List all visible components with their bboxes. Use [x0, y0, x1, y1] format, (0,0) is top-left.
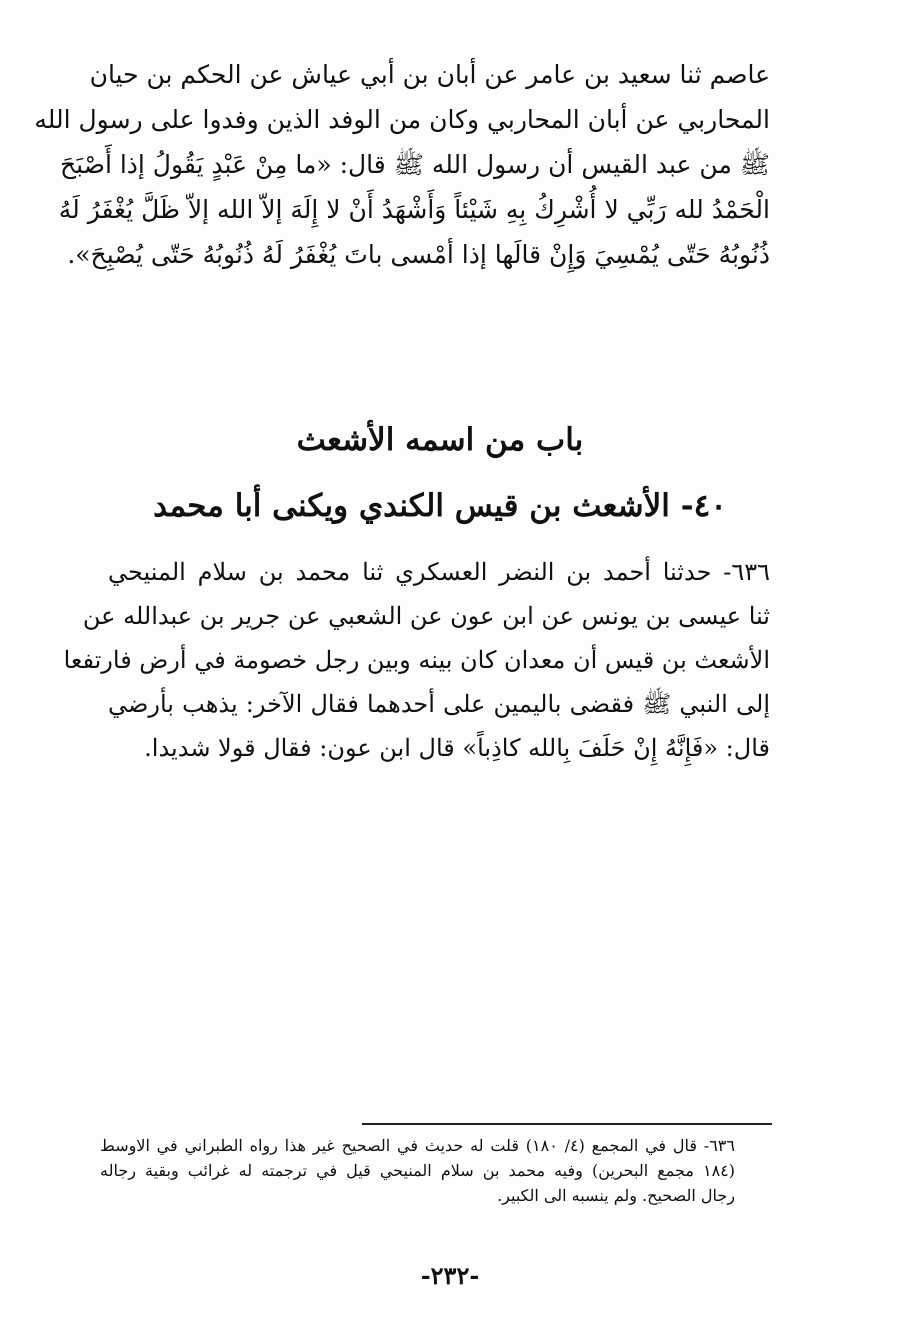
hadith-paragraph: [63, 550, 770, 770]
footnote-line: (١٨٤ مجمع البحرين) وفيه محمد بن سلام المنيحي قيل في ترجمته له غرائب وبقية رجاله: [100, 1161, 735, 1180]
footnote-line: رجال الصحيح. ولم ينسبه الى الكبير.: [497, 1186, 735, 1205]
entry-title: ٤٠- الأشعث بن قيس الكندي ويكنى أبا محمد: [153, 488, 727, 524]
top-paragraph-line: الْحَمْدُ لله رَبِّي لا أُشْرِكُ بِهِ شَيْئاً وَأَشْهَدُ أَنْ لا إِلَهَ إلاّ الله إلاّ ظَلَّ يُغْفَرُ لَهُ: [58, 195, 770, 224]
footnote-line: ٦٣٦- قال في المجمع (٤/ ١٨٠) قلت له حديث في الصحيح غير هذا رواه الطبراني في الاوسط: [100, 1136, 735, 1155]
top-paragraph-line: ﷺ من عبد القيس أن رسول الله ﷺ قال: «ما مِنْ عَبْدٍ يَقُولُ إذا أَصْبَحَ: [60, 150, 770, 179]
page-number: -٢٣٢-: [420, 1261, 480, 1290]
hadith-line: الأشعث بن قيس أن معدان كان بينه وبين رجل خصومة في أرض فارتفعا: [63, 646, 770, 674]
chapter-title: باب من اسمه الأشعث: [296, 422, 584, 458]
hadith-line: قال: «فَإِنَّهُ إِنْ حَلَفَ بِالله كاذِباً» قال ابن عون: فقال قولا شديدا.: [144, 734, 770, 762]
hadith-line: ٦٣٦- حدثنا أحمد بن النضر العسكري ثنا محمد بن سلام المنيحي: [108, 558, 770, 586]
top-paragraph-line: عاصم ثنا سعيد بن عامر عن أبان بن أبي عياش عن الحكم بن حيان: [89, 60, 770, 89]
hadith-line: ثنا عيسى بن يونس عن ابن عون عن الشعبي عن جرير بن عبدالله عن: [82, 602, 770, 630]
footnote: [100, 1133, 735, 1208]
hadith-line: إلى النبي ﷺ فقضى باليمين على أحدهما فقال الآخر: يذهب بأرضي: [108, 690, 770, 718]
footnote-divider: [362, 1123, 772, 1125]
top-paragraph: [34, 52, 770, 277]
top-paragraph-line: ذُنُوبُهُ حَتّى يُمْسِيَ وَإِنْ قالَها إذا أمْسى باتَ يُغْفَرُ لَهُ ذُنُوبُهُ حَتّى يُصْبِحَ».: [67, 240, 770, 269]
top-paragraph-line: المحاربي عن أبان المحاربي وكان من الوفد الذين وفدوا على رسول الله: [34, 105, 770, 134]
